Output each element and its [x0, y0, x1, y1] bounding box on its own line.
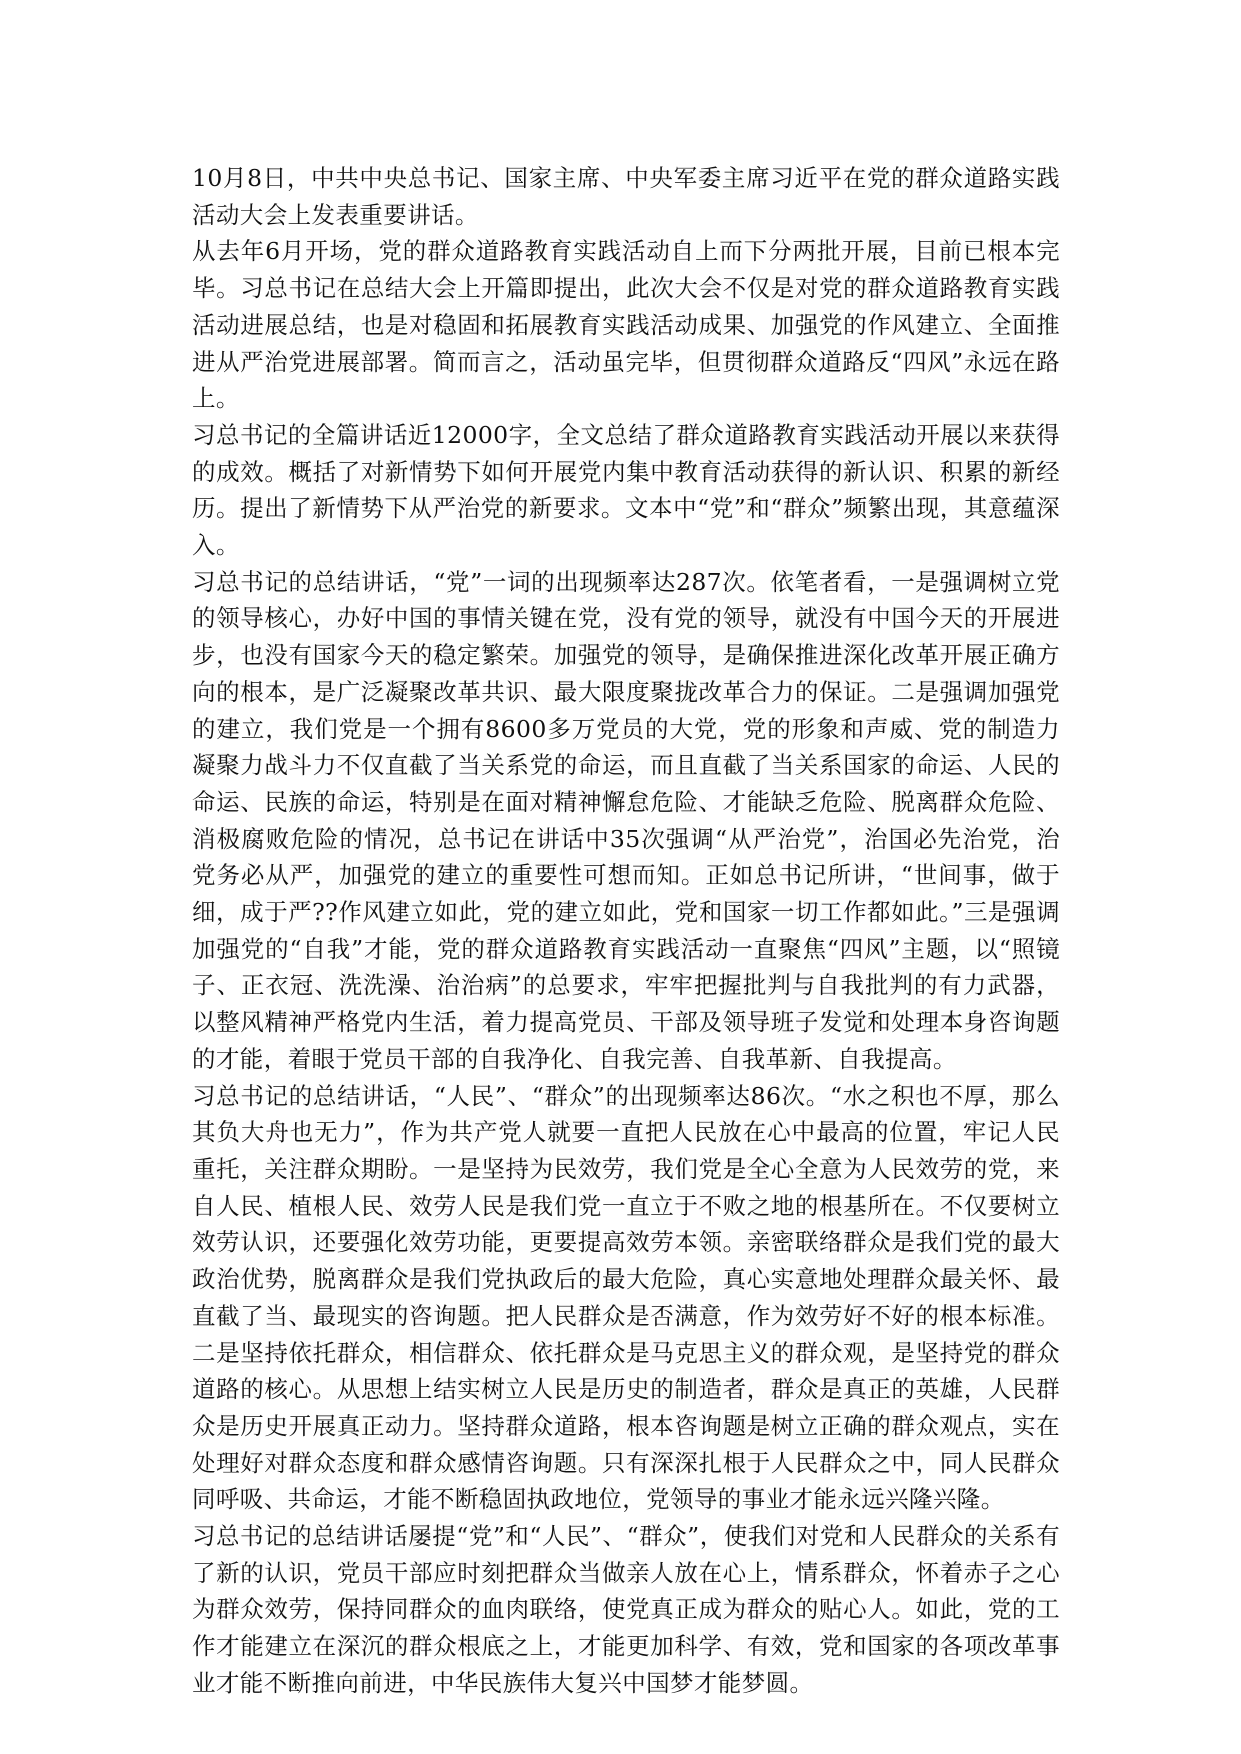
paragraph-5: 习总书记的总结讲话，“人民”、“群众”的出现频率达86次。“水之积也不厚，那么其负大舟也无力”，作为共产党人就要一直把人民放在心中最高的位置，牢记人民重托，关注群众期盼。一是坚持为民效劳，我们党是全心全意为人民效劳的党，来自人民、植根人民、效劳人民是我们党一直立于不败之地的根基所在。不仅要树立效劳认识，还要强化效劳功能，更要提高效劳本领。亲密联络群众是我们党的最大政治优势，脱离群众是我们党执政后的最大危险，真心实意地处理群众最关怀、最直截了当、最现实的咨询题。把人民群众是否满意，作为效劳好不好的根本标准。二是坚持依托群众，相信群众、依托群众是马克思主义的群众观，是坚持党的群众道路的核心。从思想上结实树立人民是历史的制造者，群众是真正的英雄，人民群众是历史开展真正动力。坚持群众道路，根本咨询题是树立正确的群众观点，实在处理好对群众态度和群众感情咨询题。只有深深扎根于人民群众之中，同人民群众同呼吸、共命运，才能不断稳固执政地位，党领导的事业才能永远兴隆兴隆。	[192, 1081, 1060, 1514]
paragraph-1: 10月8日，中共中央总书记、国家主席、中央军委主席习近平在党的群众道路实践活动大会上发表重要讲话。	[192, 164, 1060, 229]
paragraph-4: 习总书记的总结讲话，“党”一词的出现频率达287次。依笔者看，一是强调树立党的领导核心，办好中国的事情关键在党，没有党的领导，就没有中国今天的开展进步，也没有国家今天的稳定繁荣。加强党的领导，是确保推进深化改革开展正确方向的根本，是广泛凝聚改革共识、最大限度聚拢改革合力的保证。二是强调加强党的建立，我们党是一个拥有8600多万党员的大党，党的形象和声威、党的制造力凝聚力战斗力不仅直截了当关系党的命运，而且直截了当关系国家的命运、人民的命运、民族的命运，特别是在面对精神懈怠危险、才能缺乏危险、脱离群众危险、消极腐败危险的情况，总书记在讲话中35次强调“从严治党”，治国必先治党，治党务必从严，加强党的建立的重要性可想而知。正如总书记所讲，“世间事，做于细，成于严??作风建立如此，党的建立如此，党和国家一切工作都如此。”三是强调加强党的“自我”才能，党的群众道路教育实践活动一直聚焦“四风”主题，以“照镜子、正衣冠、洗洗澡、治治病”的总要求，牢牢把握批判与自我批判的有力武器，以整风精神严格党内生活，着力提高党员、干部及领导班子发觉和处理本身咨询题的才能，着眼于党员干部的自我净化、自我完善、自我革新、自我提高。	[192, 567, 1060, 1073]
paragraph-6: 习总书记的总结讲话屡提“党”和“人民”、“群众”，使我们对党和人民群众的关系有了新的认识，党员干部应时刻把群众当做亲人放在心上，情系群众，怀着赤子之心为群众效劳，保持同群众的血肉联络，使党真正成为群众的贴心人。如此，党的工作才能建立在深沉的群众根底之上，才能更加科学、有效，党和国家的各项改革事业才能不断推向前进，中华民族伟大复兴中国梦才能梦圆。	[192, 1522, 1060, 1697]
paragraph-3: 习总书记的全篇讲话近12000字，全文总结了群众道路教育实践活动开展以来获得的成效。概括了对新情势下如何开展党内集中教育活动获得的新认识、积累的新经历。提出了新情势下从严治党的新要求。文本中“党”和“群众”频繁出现，其意蕴深入。	[192, 420, 1060, 560]
article-body	[192, 160, 1060, 1702]
paragraph-2: 从去年6月开场，党的群众道路教育实践活动自上而下分两批开展，目前已根本完毕。习总书记在总结大会上开篇即提出，此次大会不仅是对党的群众道路教育实践活动进展总结，也是对稳固和拓展教育实践活动成果、加强党的作风建立、全面推进从严治党进展部署。简而言之，活动虽完毕，但贯彻群众道路反“四风”永远在路上。	[192, 237, 1060, 413]
